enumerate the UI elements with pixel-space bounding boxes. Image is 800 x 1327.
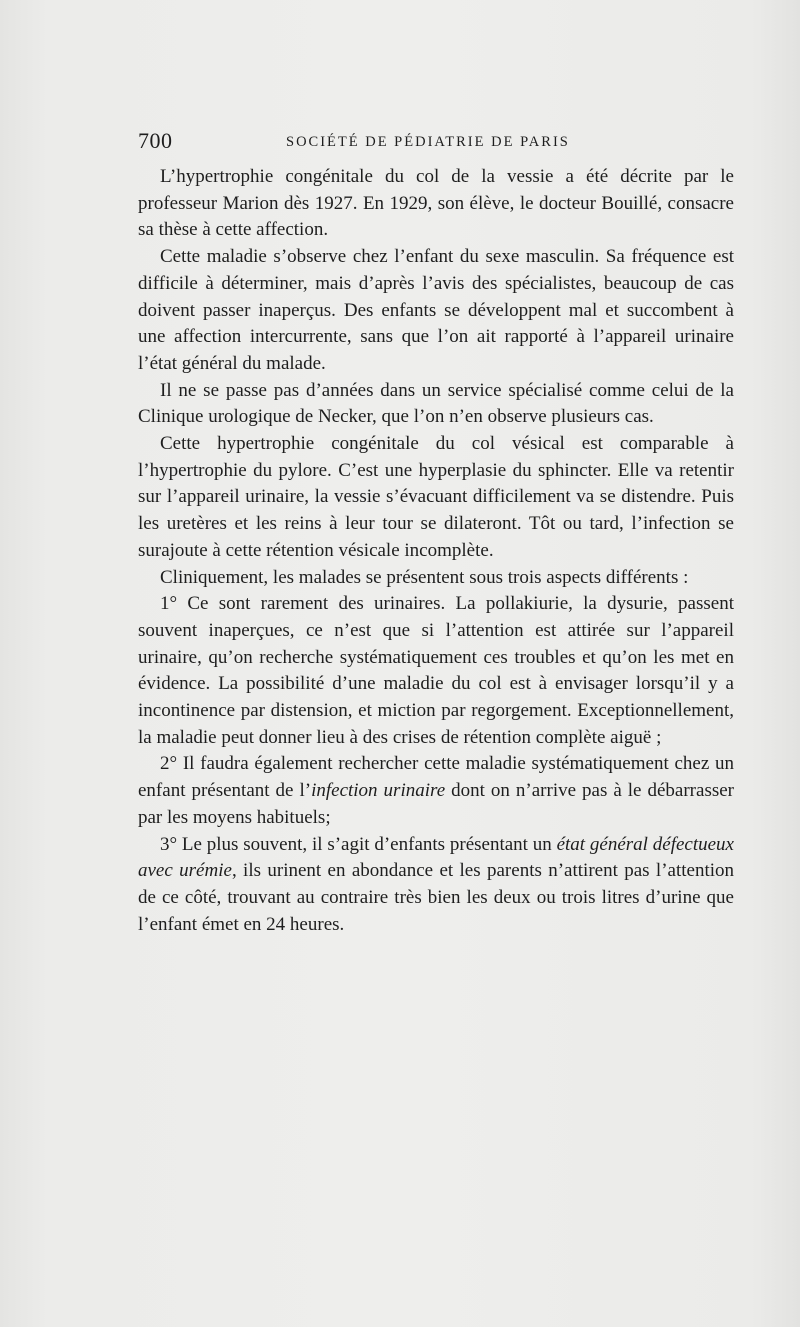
paragraph-1: L’hypertrophie congénitale du col de la vessie a été décrite par le professeur Marion dès 1927. En 1929, son élève, le docteur Bouillé, consacre sa thèse à cette affection. xyxy=(138,166,734,241)
paragraph-7-text-b: dont on n’arrive pas à le débarrasser par les moyens habituels; xyxy=(138,780,734,828)
paragraph-8 xyxy=(138,832,734,939)
paragraph-8-emphasis: état général défectueux avec urémie xyxy=(138,833,734,882)
paragraph-4: Cette hypertrophie congénitale du col vésical est comparable à l’hypertrophie du pylore. C’est une hyperplasie du sphincter. Elle va retentir sur l’appareil urinaire, la vessie s’évacuant difficilement va se distendre. Puis les uretères et les reins à leur tour se dilateront. Tôt ou tard, l’infection se surajoute à cette rétention vésicale incomplète. xyxy=(138,433,734,561)
paragraph-5: Cliniquement, les malades se présentent sous trois aspects différents : xyxy=(160,566,689,588)
paragraph-6: 1° Ce sont rarement des urinaires. La pollakiurie, la dysurie, passent souvent inaperçues, ce n’est que si l’attention est attirée sur l’appareil urinaire, qu’on recherche systématiquement ces troubles et qu’on les met en évidence. La possibilité d’une maladie du col est à envisager lorsqu’il y a incontinence par distension, et miction par regorgement. Exceptionnellement, la maladie peut donner lieu à des crises de rétention complète aiguë ; xyxy=(138,593,734,748)
paragraph-7-text-a: 2° Il faudra également rechercher cette maladie systématiquement chez un enfant présentant de l’ xyxy=(138,753,734,802)
paragraph-8-text-a: 3° Le plus souvent, il s’agit d’enfants présentant un xyxy=(160,833,557,855)
running-title: SOCIÉTÉ DE PÉDIATRIE DE PARIS xyxy=(286,134,570,150)
paragraph-2: Cette maladie s’observe chez l’enfant du sexe masculin. Sa fréquence est difficile à déterminer, mais d’après l’avis des spécialistes, beaucoup de cas doivent passer inaperçus. Des enfants se développent mal et succombent à une affection intercurrente, sans que l’on ait rapporté à l’appareil urinaire l’état général du malade. xyxy=(138,246,734,374)
paragraph-3: Il ne se passe pas d’années dans un service spécialisé comme celui de la Clinique urologique de Necker, que l’on n’en observe plusieurs cas. xyxy=(138,379,734,428)
page-header xyxy=(138,128,734,158)
paragraph-7 xyxy=(138,751,734,831)
body-text xyxy=(138,164,734,938)
page-number: 700 xyxy=(138,128,173,153)
paragraph-8-text-b: , ils urinent en abondance et les parents n’attirent pas l’attention de ce côté, trouvant au contraire très bien les deux ou trois litres d’urine que l’enfant émet en 24 heures. xyxy=(138,860,735,935)
paragraph-7-emphasis: infection urinaire xyxy=(311,780,446,802)
